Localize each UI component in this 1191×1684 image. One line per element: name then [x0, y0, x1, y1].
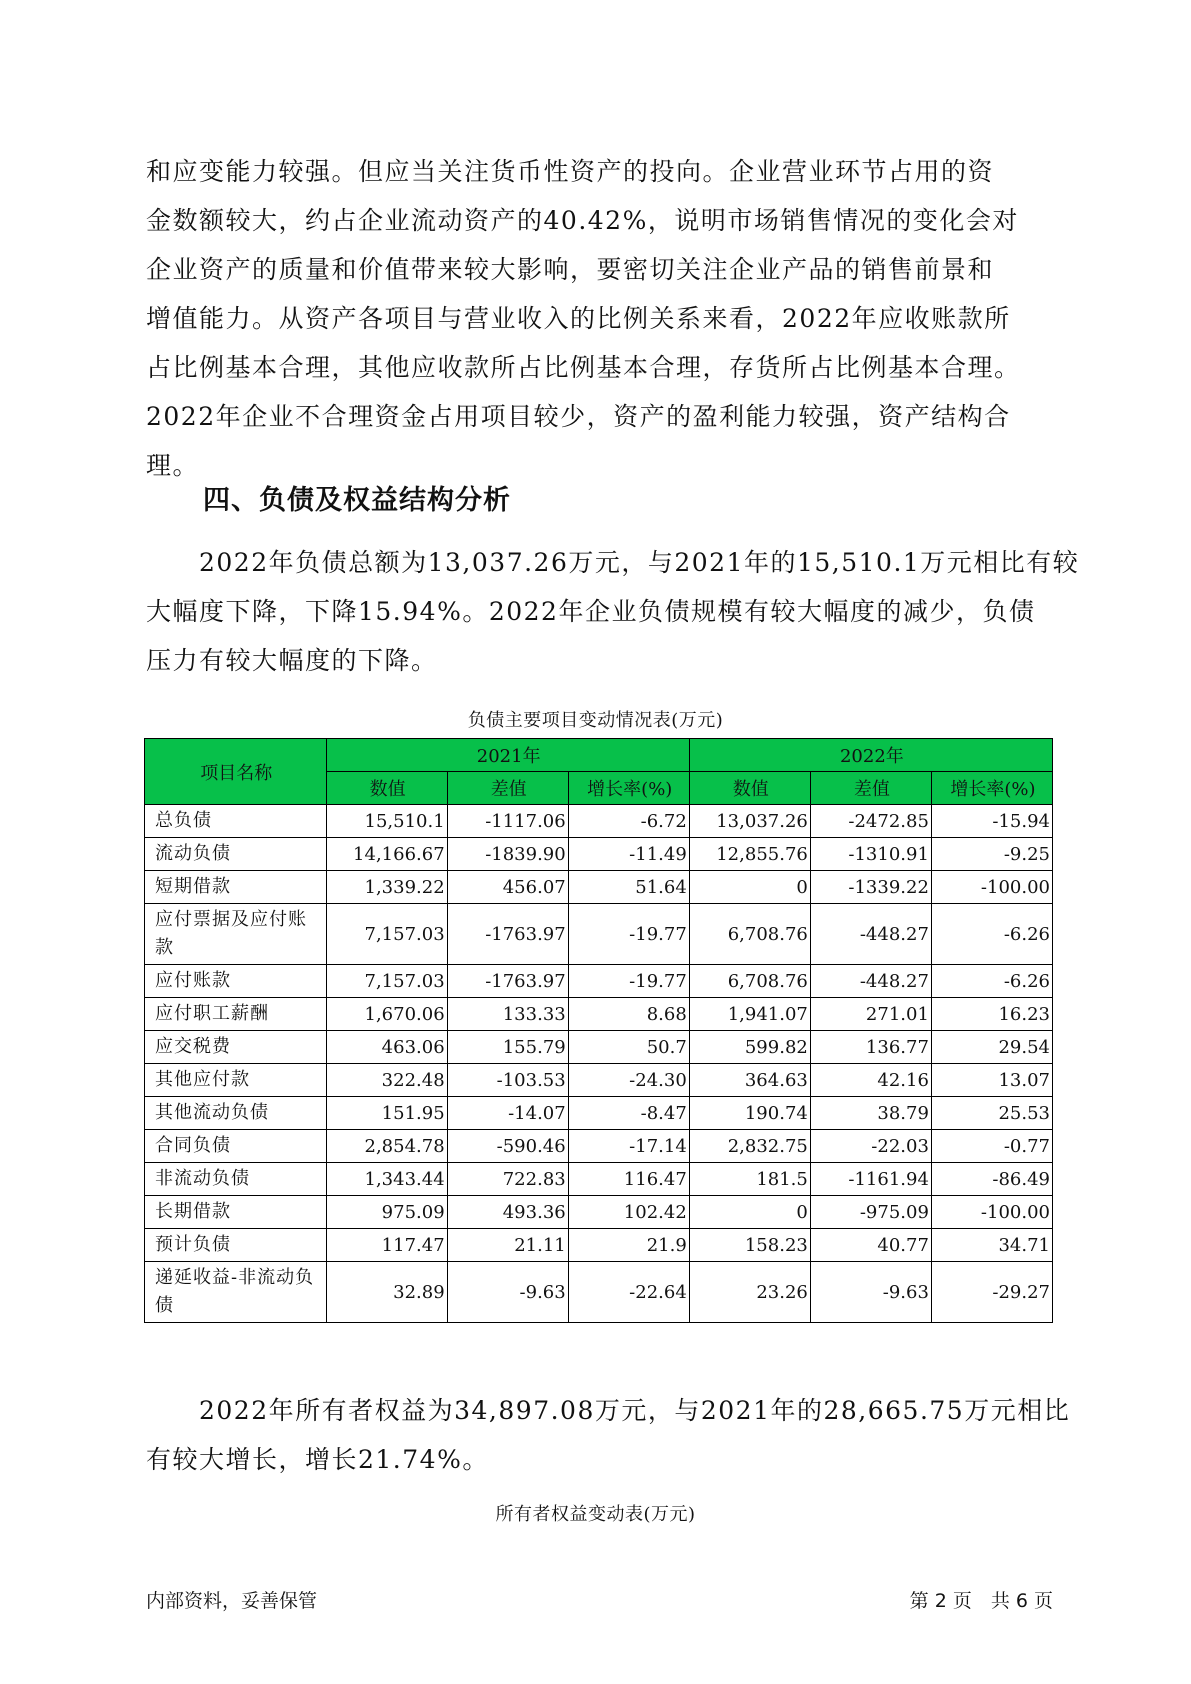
table-cell: 15,510.1	[326, 805, 447, 838]
table-cell: -9.63	[447, 1262, 568, 1323]
table-cell: 25.53	[931, 1097, 1052, 1130]
table-cell: 456.07	[447, 871, 568, 904]
table-cell: 975.09	[326, 1196, 447, 1229]
table-row	[145, 1196, 1053, 1229]
paragraph-line: 压力有较大幅度的下降。	[146, 646, 438, 675]
table-cell: -100.00	[931, 871, 1052, 904]
table-cell: -0.77	[931, 1130, 1052, 1163]
subheader-cell: 增长率(%)	[931, 772, 1052, 805]
footer-page-number: 第 2 页 共 6 页	[909, 1590, 1053, 1612]
table-cell: -29.27	[931, 1262, 1052, 1323]
table-cell: 14,166.67	[326, 838, 447, 871]
paragraph-line: 大幅度下降，下降15.94%。2022年企业负债规模有较大幅度的减少，负债	[146, 597, 1036, 626]
table-cell: 21.9	[568, 1229, 689, 1262]
table-cell: 29.54	[931, 1031, 1052, 1064]
table-row	[145, 904, 1053, 965]
footer-confidential-note: 内部资料，妥善保管	[146, 1590, 318, 1612]
table-cell: -448.27	[810, 904, 931, 965]
table-row	[145, 998, 1053, 1031]
table-cell: 599.82	[689, 1031, 810, 1064]
table-row	[145, 1163, 1053, 1196]
table-cell: -103.53	[447, 1064, 568, 1097]
row-item-name: 合同负债	[145, 1130, 327, 1163]
table-cell: 40.77	[810, 1229, 931, 1262]
table-cell: 51.64	[568, 871, 689, 904]
header-year-2021: 2021年	[326, 739, 689, 772]
row-item-name: 其他流动负债	[145, 1097, 327, 1130]
paragraph-line: 金数额较大，约占企业流动资产的40.42%，说明市场销售情况的变化会对	[146, 206, 1019, 235]
header-item-name: 项目名称	[145, 739, 327, 805]
paragraph-line: 理。	[146, 451, 200, 480]
row-item-name: 应付职工薪酬	[145, 998, 327, 1031]
table-cell: 0	[689, 1196, 810, 1229]
table-cell: 50.7	[568, 1031, 689, 1064]
table-cell: 12,855.76	[689, 838, 810, 871]
table-row	[145, 1031, 1053, 1064]
table-cell: 8.68	[568, 998, 689, 1031]
subheader-cell: 差值	[447, 772, 568, 805]
table-cell: -1310.91	[810, 838, 931, 871]
row-item-name: 应付票据及应付账款	[145, 904, 327, 965]
table-cell: -22.03	[810, 1130, 931, 1163]
row-item-name: 应付账款	[145, 965, 327, 998]
table-row	[145, 871, 1053, 904]
table-cell: -590.46	[447, 1130, 568, 1163]
table-cell: 102.42	[568, 1196, 689, 1229]
table-cell: -19.77	[568, 965, 689, 998]
table-cell: 463.06	[326, 1031, 447, 1064]
row-item-name: 长期借款	[145, 1196, 327, 1229]
table-cell: -22.64	[568, 1262, 689, 1323]
table-cell: -1161.94	[810, 1163, 931, 1196]
table-cell: -2472.85	[810, 805, 931, 838]
row-item-name: 短期借款	[145, 871, 327, 904]
table-caption: 所有者权益变动表(万元)	[495, 1504, 696, 1525]
table-row	[145, 1130, 1053, 1163]
table-cell: 0	[689, 871, 810, 904]
table-cell: 38.79	[810, 1097, 931, 1130]
table-cell: 493.36	[447, 1196, 568, 1229]
table-cell: 23.26	[689, 1262, 810, 1323]
table-cell: -1763.97	[447, 904, 568, 965]
table-cell: 1,941.07	[689, 998, 810, 1031]
table-cell: 7,157.03	[326, 904, 447, 965]
table-cell: 181.5	[689, 1163, 810, 1196]
table-cell: 1,670.06	[326, 998, 447, 1031]
table-cell: -1839.90	[447, 838, 568, 871]
row-item-name: 流动负债	[145, 838, 327, 871]
table-cell: -975.09	[810, 1196, 931, 1229]
row-item-name: 应交税费	[145, 1031, 327, 1064]
table-cell: 2,854.78	[326, 1130, 447, 1163]
paragraph-line: 2022年企业不合理资金占用项目较少，资产的盈利能力较强，资产结构合	[146, 402, 1011, 431]
row-item-name: 总负债	[145, 805, 327, 838]
table-row	[145, 838, 1053, 871]
paragraph-line: 企业资产的质量和价值带来较大影响，要密切关注企业产品的销售前景和	[146, 255, 995, 284]
table-cell: 6,708.76	[689, 904, 810, 965]
table-caption: 负债主要项目变动情况表(万元)	[467, 710, 724, 731]
table-cell: 1,339.22	[326, 871, 447, 904]
header-year-2022: 2022年	[689, 739, 1052, 772]
table-cell: -1763.97	[447, 965, 568, 998]
subheader-cell: 数值	[689, 772, 810, 805]
table-cell: 190.74	[689, 1097, 810, 1130]
row-item-name: 其他应付款	[145, 1064, 327, 1097]
table-cell: -100.00	[931, 1196, 1052, 1229]
table-cell: -9.25	[931, 838, 1052, 871]
subheader-cell: 差值	[810, 772, 931, 805]
table-cell: 21.11	[447, 1229, 568, 1262]
table-cell: 364.63	[689, 1064, 810, 1097]
paragraph-line: 增值能力。从资产各项目与营业收入的比例关系来看，2022年应收账款所	[146, 304, 1011, 333]
table-cell: 13,037.26	[689, 805, 810, 838]
table-cell: 16.23	[931, 998, 1052, 1031]
table-cell: -9.63	[810, 1262, 931, 1323]
table-cell: 32.89	[326, 1262, 447, 1323]
liability-table	[144, 738, 1053, 1323]
table-row	[145, 965, 1053, 998]
table-row	[145, 1097, 1053, 1130]
table-cell: 151.95	[326, 1097, 447, 1130]
table-cell: 1,343.44	[326, 1163, 447, 1196]
table-cell: -15.94	[931, 805, 1052, 838]
paragraph-equity-summary	[146, 1386, 1071, 1484]
paragraph-liability-summary	[146, 538, 1080, 685]
paragraph-line: 有较大增长，增长21.74%。	[146, 1445, 489, 1474]
paragraph-line: 2022年所有者权益为34,897.08万元，与2021年的28,665.75万元相比	[146, 1396, 1071, 1425]
subheader-cell: 数值	[326, 772, 447, 805]
table-cell: 322.48	[326, 1064, 447, 1097]
table-cell: -6.26	[931, 965, 1052, 998]
row-item-name: 非流动负债	[145, 1163, 327, 1196]
table-cell: 722.83	[447, 1163, 568, 1196]
table-cell: 117.47	[326, 1229, 447, 1262]
table-cell: -24.30	[568, 1064, 689, 1097]
paragraph-line: 占比例基本合理，其他应收款所占比例基本合理，存货所占比例基本合理。	[146, 353, 1021, 382]
table-cell: -6.26	[931, 904, 1052, 965]
paragraph-asset-analysis	[146, 147, 1046, 490]
table-cell: 136.77	[810, 1031, 931, 1064]
table-cell: -11.49	[568, 838, 689, 871]
table-cell: 116.47	[568, 1163, 689, 1196]
table-cell: -448.27	[810, 965, 931, 998]
table-row	[145, 1262, 1053, 1323]
table-cell: 271.01	[810, 998, 931, 1031]
paragraph-line: 2022年负债总额为13,037.26万元，与2021年的15,510.1万元相比有较	[146, 548, 1080, 577]
table-cell: 34.71	[931, 1229, 1052, 1262]
table-row	[145, 805, 1053, 838]
table-cell: -1117.06	[447, 805, 568, 838]
table-cell: 158.23	[689, 1229, 810, 1262]
table-cell: 42.16	[810, 1064, 931, 1097]
table-cell: -86.49	[931, 1163, 1052, 1196]
table-cell: -6.72	[568, 805, 689, 838]
table-cell: 155.79	[447, 1031, 568, 1064]
table-cell: 6,708.76	[689, 965, 810, 998]
table-row	[145, 1229, 1053, 1262]
section-heading: 四、负债及权益结构分析	[203, 485, 511, 516]
row-item-name: 递延收益-非流动负债	[145, 1262, 327, 1323]
row-item-name: 预计负债	[145, 1229, 327, 1262]
paragraph-line: 和应变能力较强。但应当关注货币性资产的投向。企业营业环节占用的资	[146, 157, 995, 186]
subheader-cell: 增长率(%)	[568, 772, 689, 805]
table-cell: -1339.22	[810, 871, 931, 904]
table-cell: -19.77	[568, 904, 689, 965]
table-cell: 2,832.75	[689, 1130, 810, 1163]
table-cell: 133.33	[447, 998, 568, 1031]
table-cell: 13.07	[931, 1064, 1052, 1097]
table-row	[145, 1064, 1053, 1097]
table-cell: -17.14	[568, 1130, 689, 1163]
table-cell: 7,157.03	[326, 965, 447, 998]
table-cell: -8.47	[568, 1097, 689, 1130]
table-cell: -14.07	[447, 1097, 568, 1130]
